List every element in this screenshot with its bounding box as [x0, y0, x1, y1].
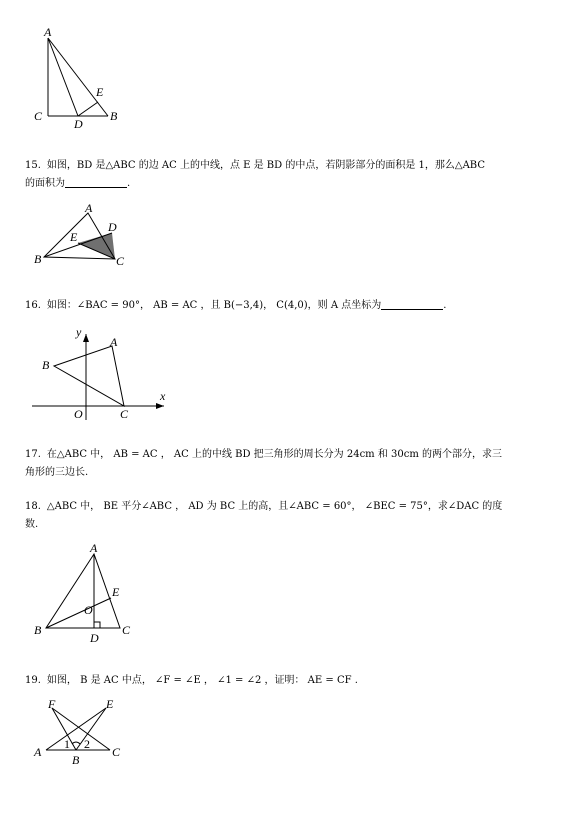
label-A: A — [34, 745, 42, 759]
question-18 — [25, 498, 545, 534]
label-B: B — [72, 753, 80, 767]
label-A: A — [90, 541, 98, 555]
label-D: D — [108, 220, 117, 234]
label-B: B — [34, 252, 42, 266]
label-F: F — [48, 697, 56, 711]
question-number: 17. — [25, 449, 41, 460]
question-text-line2: 角形的三边长. — [25, 467, 89, 478]
label-B: B — [34, 623, 42, 637]
label-B: B — [42, 358, 50, 372]
label-C: C — [120, 407, 129, 421]
question-number: 16. — [25, 300, 41, 311]
label-E: E — [70, 230, 78, 244]
question-text: 如图：∠BAC = 90°， AB = AC ，且 B(−3,4)， C(4,0)，则 A 点坐标为 — [46, 300, 382, 311]
label-A: A — [110, 335, 118, 349]
question-text: 在△ABC 中， AB = AC ， AC 上的中线 BD 把三角形的周长分为 24cm 和 30cm 的两个部分，求三 — [46, 449, 503, 460]
label-C: C — [34, 109, 43, 123]
label-two: 2 — [84, 737, 90, 751]
label-O: O — [74, 407, 83, 421]
figure-triangle-ABC-shaded — [30, 203, 140, 268]
question-15: 15. 如图，BD 是△ABC 的边 AC 上的中线，点 E 是 BD 的中点，若阴影部分的面积是 1，那么△ABC 的面积为 . — [25, 160, 485, 189]
label-x: x — [160, 389, 166, 403]
question-17 — [25, 446, 545, 482]
figure-coordinate-triangle — [30, 322, 175, 422]
figure-triangle-altitude-bisector — [30, 542, 140, 647]
figure-crossed-triangles — [30, 698, 140, 770]
answer-blank[interactable] — [381, 298, 443, 310]
label-A: A — [44, 25, 52, 39]
label-O: O — [84, 603, 93, 617]
label-C: C — [116, 254, 125, 268]
label-E: E — [106, 697, 114, 711]
label-one: 1 — [64, 737, 70, 751]
question-number: 15. — [25, 160, 41, 171]
label-E: E — [112, 585, 120, 599]
question-text: 如图，BD 是△ABC 的边 AC 上的中线，点 E 是 BD 的中点，若阴影部分的面积是 1，那么△ABC — [46, 160, 485, 171]
question-16: 16. 如图：∠BAC = 90°， AB = AC ，且 B(−3,4)， C(4,0)，则 A 点坐标为 . — [25, 300, 447, 311]
label-E: E — [96, 85, 104, 99]
label-B: B — [110, 109, 118, 123]
question-text: 如图， B 是 AC 中点， ∠F = ∠E ， ∠1 = ∠2 ，证明： AE = CF . — [46, 675, 358, 686]
label-y: y — [76, 325, 82, 339]
question-number: 19. — [25, 675, 41, 686]
question-text-line2: 数. — [25, 519, 39, 530]
answer-blank[interactable] — [65, 176, 127, 188]
question-text-line2: 的面积为 — [25, 178, 65, 189]
label-C: C — [112, 745, 121, 759]
figure-triangle-ACB — [30, 25, 130, 133]
question-text: △ABC 中， BE 平分∠ABC ， AD 为 BC 上的高，且∠ABC = 60°， ∠BEC = 75°，求∠DAC 的度 — [46, 501, 503, 512]
label-A: A — [85, 201, 93, 215]
question-number: 18. — [25, 501, 41, 512]
question-19 — [25, 672, 545, 690]
label-C: C — [122, 623, 131, 637]
label-D: D — [90, 631, 99, 645]
label-D: D — [74, 117, 83, 131]
